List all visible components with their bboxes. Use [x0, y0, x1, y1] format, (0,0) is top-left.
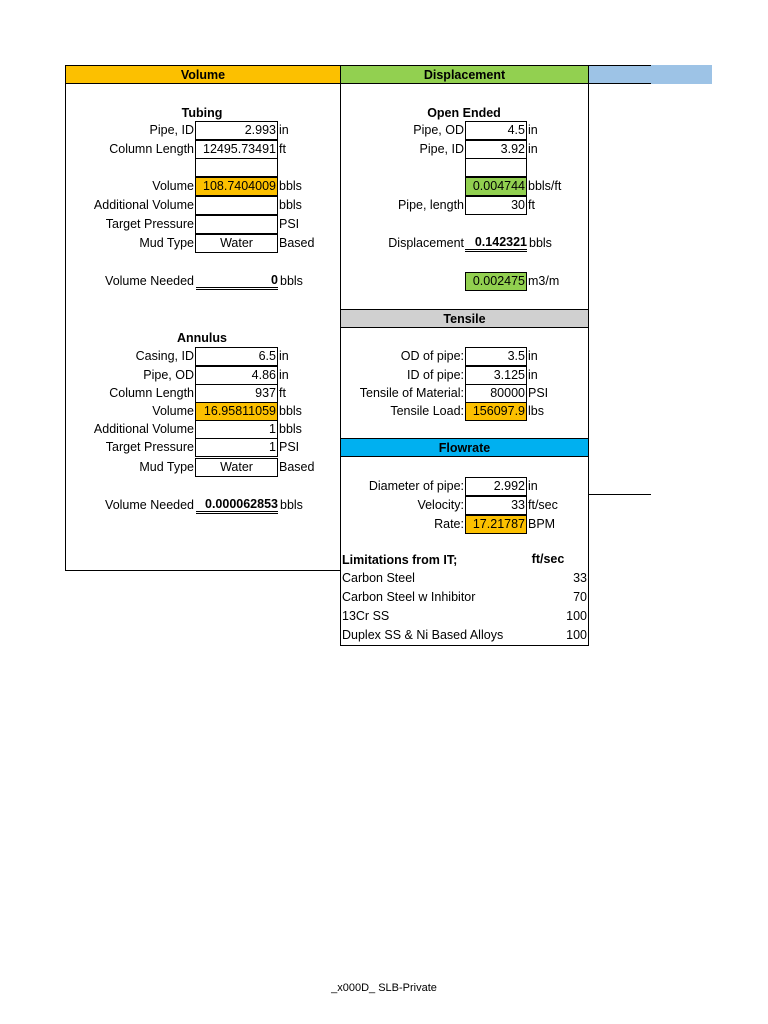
annulus-needed-value: 0.000062853	[196, 496, 278, 514]
limitation-name: 13Cr SS	[342, 609, 390, 623]
open-ended-unit: ft	[528, 198, 535, 212]
annulus-volume-cell[interactable]: 16.95811059	[195, 402, 278, 421]
open-ended-empty-cell[interactable]	[465, 158, 527, 177]
tubing-label: Column Length	[109, 142, 194, 156]
flowrate-header: Flowrate	[340, 438, 589, 457]
tubing-label: Pipe, ID	[149, 123, 194, 137]
displacement-right-border	[588, 84, 589, 646]
displacement-header: Displacement	[340, 65, 589, 84]
limitations-title: Limitations from IT;	[342, 553, 458, 567]
flowrate-rate-cell[interactable]: 17.21787	[465, 515, 527, 534]
tensile-header: Tensile	[340, 309, 589, 328]
annulus-unit: PSI	[279, 440, 300, 454]
tubing-label: Target Pressure	[105, 217, 194, 231]
limitation-value: 100	[566, 609, 587, 623]
annulus-casing-id-cell[interactable]: 6.5	[195, 347, 278, 366]
limitation-name: Carbon Steel	[342, 571, 415, 585]
tensile-unit: PSI	[528, 386, 549, 400]
tubing-unit: PSI	[279, 217, 300, 231]
tubing-unit: bbls	[279, 198, 302, 212]
tubing-pipe-id-cell[interactable]: 2.993	[195, 121, 278, 140]
open-ended-label: Pipe, ID	[419, 142, 464, 156]
limitation-value: 70	[573, 590, 587, 604]
tubing-needed-label: Volume Needed	[105, 274, 194, 288]
flowrate-diameter-cell[interactable]: 2.992	[465, 477, 527, 496]
tensile-unit: lbs	[528, 404, 544, 418]
limitations-unit-header: ft/sec	[531, 552, 565, 566]
annulus-label: Mud Type	[139, 460, 194, 474]
open-ended-pipe-length-cell[interactable]: 30	[465, 196, 527, 215]
annulus-label: Casing, ID	[135, 349, 194, 363]
tubing-label: Additional Volume	[93, 198, 194, 212]
open-ended-unit: bbls/ft	[528, 179, 562, 193]
annulus-label: Target Pressure	[105, 440, 194, 454]
open-ended-pipe-id-cell[interactable]: 3.92	[465, 140, 527, 159]
flowrate-label: Velocity:	[417, 498, 464, 512]
annulus-unit: bbls	[279, 404, 302, 418]
limitation-name: Duplex SS & Ni Based Alloys	[342, 628, 504, 642]
open-ended-label: Pipe, length	[397, 198, 464, 212]
annulus-unit: ft	[279, 386, 286, 400]
displacement-unit: bbls	[529, 236, 552, 250]
tubing-unit: ft	[279, 142, 286, 156]
limitation-value: 100	[566, 628, 587, 642]
flowrate-velocity-cell[interactable]: 33	[465, 496, 527, 515]
flowrate-unit: in	[528, 479, 538, 493]
annulus-column-length-cell[interactable]: 937	[195, 384, 278, 403]
open-ended-label: Pipe, OD	[413, 123, 464, 137]
displacement-value: 0.142321	[465, 234, 527, 252]
annulus-label: Pipe, OD	[143, 368, 194, 382]
tubing-target-pressure-cell[interactable]	[195, 215, 278, 234]
annulus-title: Annulus	[177, 331, 227, 345]
annulus-unit: in	[279, 368, 289, 382]
annulus-label: Additional Volume	[93, 422, 194, 436]
tensile-unit: in	[528, 368, 538, 382]
open-ended-title: Open Ended	[427, 106, 501, 120]
tubing-label: Volume	[152, 179, 194, 193]
tubing-empty-cell[interactable]	[195, 158, 278, 177]
annulus-additional-volume-cell[interactable]: 1	[195, 420, 278, 439]
tubing-needed-value: 0	[196, 272, 278, 290]
tubing-label: Mud Type	[139, 236, 194, 250]
tensile-label: ID of pipe:	[407, 368, 464, 382]
annulus-label: Column Length	[109, 386, 194, 400]
flowrate-label: Diameter of pipe:	[368, 479, 464, 493]
volume-header: Volume	[65, 65, 341, 84]
limits-left-border	[340, 570, 341, 646]
tubing-unit: bbls	[279, 179, 302, 193]
annulus-needed-label: Volume Needed	[105, 498, 194, 512]
annulus-unit: in	[279, 349, 289, 363]
annulus-label: Volume	[152, 404, 194, 418]
tubing-title: Tubing	[181, 106, 223, 120]
annulus-unit: bbls	[279, 422, 302, 436]
tensile-material-cell[interactable]: 80000	[465, 384, 527, 403]
tensile-load-cell[interactable]: 156097.9	[465, 402, 527, 421]
flowrate-unit: BPM	[528, 517, 556, 531]
displacement-label: Displacement	[388, 236, 464, 250]
tubing-additional-volume-cell[interactable]	[195, 196, 278, 215]
limitation-name: Carbon Steel w Inhibitor	[342, 590, 476, 604]
volume-bottom-border	[65, 570, 341, 571]
open-ended-unit: in	[528, 123, 538, 137]
flowrate-label: Rate:	[434, 517, 464, 531]
annulus-target-pressure-cell[interactable]: 1	[195, 438, 278, 457]
flowrate-unit: ft/sec	[528, 498, 558, 512]
tubing-unit: Based	[279, 236, 315, 250]
open-ended-bbls-per-ft-cell[interactable]: 0.004744	[465, 177, 527, 196]
tubing-volume-cell[interactable]: 108.7404009	[195, 177, 278, 196]
tubing-mud-type-cell[interactable]: Water	[195, 234, 278, 253]
tensile-unit: in	[528, 349, 538, 363]
page-footer: _x000D_ SLB-Private	[331, 982, 437, 994]
extra-header	[589, 65, 651, 84]
limits-bottom-border	[340, 645, 589, 646]
tensile-id-cell[interactable]: 3.125	[465, 366, 527, 385]
tensile-label: Tensile Load:	[390, 404, 464, 418]
limitation-value: 33	[573, 571, 587, 585]
open-ended-unit: in	[528, 142, 538, 156]
displacement-metric-unit: m3/m	[528, 274, 560, 288]
tensile-label: OD of pipe:	[400, 349, 464, 363]
open-ended-pipe-od-cell[interactable]: 4.5	[465, 121, 527, 140]
annulus-pipe-od-cell[interactable]: 4.86	[195, 366, 278, 385]
tensile-od-cell[interactable]: 3.5	[465, 347, 527, 366]
tensile-label: Tensile of Material:	[359, 386, 464, 400]
tubing-column-length-cell[interactable]: 12495.73491	[195, 140, 278, 159]
annulus-mud-type-cell[interactable]: Water	[195, 458, 278, 477]
annulus-unit: Based	[279, 460, 315, 474]
extra-header-tail	[651, 65, 712, 84]
tubing-unit: in	[279, 123, 289, 137]
annulus-needed-unit: bbls	[280, 498, 303, 512]
displacement-metric-cell[interactable]: 0.002475	[465, 272, 527, 291]
flowrate-side-line	[589, 494, 651, 495]
tubing-needed-unit: bbls	[280, 274, 303, 288]
